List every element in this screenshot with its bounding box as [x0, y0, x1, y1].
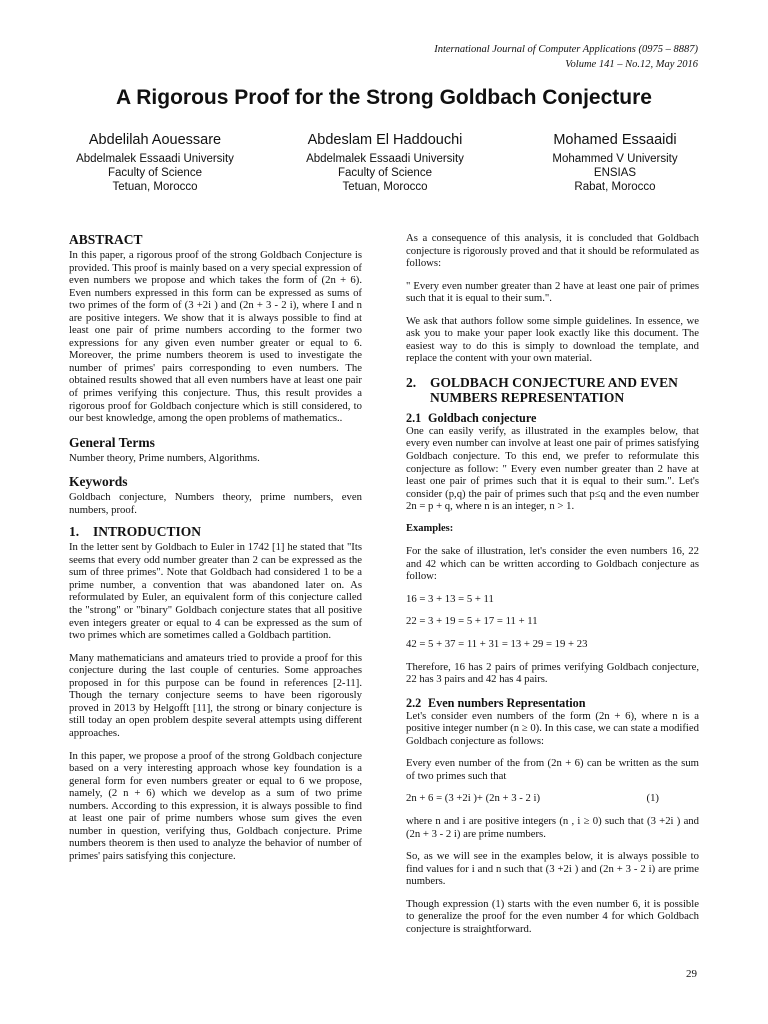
- author-name: Abdelilah Aouessare: [88, 132, 222, 148]
- goldbach-paragraph: One can easily verify, as illustrated in the examples below, that every even number can involve at least one pair of primes satisfying Goldbach conjecture. To this end, we prefer to reformulate this conjecture as follow: " Every even number greater than 2 have at least one pair of primes such that it is equal to their sum.". Let's consider (p,q) the pair of primes such that p≤q and the even number 2n = p + q, where n is an integer, n > 1.: [406, 424, 699, 513]
- journal-header: [434, 42, 698, 72]
- abstract-text: In this paper, a rigorous proof of the strong Goldbach Conjecture is provided. This proof is mainly based on a very special expression of even numbers we propose and which takes the form of (2n + 6). Even numbers expressed in this form can be expressed as sums of two primes of the form of (3 +2i ) and (2n + 3 - 2 i), where I and n are positive integers. We show that it is always possible to find at least one pair of prime numbers according to the former two expressions for any given even number greater or equal to 6. Moreover, the prime numbers theorem is used to investigate the number of primes' pairs corresponding to even numbers. The obtained results showed that all even numbers have at least one pair of primes verifying this conjecture. Thus, this result provides a rigorous proof for Goldbach conjecture which is still considered, to our best knowledge, among the open problems of mathematics..: [69, 249, 362, 425]
- section-number: 1.: [69, 524, 80, 540]
- author-name: Mohamed Essaaidi: [553, 132, 677, 148]
- right-column: [406, 232, 699, 945]
- subsection-title: Goldbach conjecture: [428, 410, 537, 425]
- journal-name: International Journal of Computer Applications (0975 – 8887): [434, 44, 698, 55]
- equation-body: 2n + 6 = (3 +2i )+ (2n + 3 - 2 i): [406, 792, 541, 805]
- author-location: Tetuan, Morocco: [112, 181, 198, 193]
- section-title: INTRODUCTION: [93, 524, 202, 540]
- keywords-heading: Keywords: [69, 474, 128, 490]
- subsection-title: Even numbers Representation: [428, 695, 586, 710]
- intro-paragraph-3: In this paper, we propose a proof of the strong Goldbach conjecture based on a very interesting approach whose key foundation is a general form for even numbers greater or equal to 6 we propose, namely, (2 n + 6) which we develop as a sum of two prime numbers. According to this expression, it is always possible to find at least one pair of prime numbers whose sum gives the even number in question, verifying thus, Goldbach conjecture. Prime numbers theorem is then used to analyze the behavior of number of primes' pairs satisfying this conjecture.: [69, 749, 362, 862]
- intro-paragraph-1: In the letter sent by Goldbach to Euler in 1742 [1] he stated that "Its seems that every odd number greater than 2 can be expressed as the sum of three primes". Note that Goldbach had considered 1 to be a prime number, a convention that was abandoned later on. As reformulated by Euler, an equivalent form of this conjecture called the "strong" or "binary" Goldbach conjecture states that all positive even integers greater or equal to 4 can be expressed as the sum of two primes which are sometimes called a Goldbach partition.: [69, 541, 362, 642]
- section-2-1-heading: [406, 411, 699, 425]
- author-1: [40, 130, 270, 194]
- modified-conjecture-paragraph: Every even number of the from (2n + 6) can be written as the sum of two primes such that: [406, 757, 699, 782]
- author-department: Faculty of Science: [108, 167, 202, 179]
- author-2: [270, 130, 500, 194]
- keywords-text: Goldbach conjecture, Numbers theory, prime numbers, even numbers, proof.: [69, 491, 362, 516]
- section-title: GOLDBACH CONJECTURE AND EVEN NUMBERS REPRESENTATION: [430, 374, 678, 405]
- even-numbers-paragraph: Let's consider even numbers of the form (2n + 6), where n is a positive integer number (n ≥ 0). In this case, we can state a modified Goldbach conjecture as follows:: [406, 709, 699, 747]
- journal-volume: Volume 141 – No.12, May 2016: [565, 59, 698, 70]
- author-3: [500, 130, 730, 194]
- section-number: 2.: [406, 374, 417, 390]
- intro-paragraph-2: Many mathematicians and amateurs tried to provide a proof for this conjecture during the last couple of centuries. Some approaches proposed in for this purpose can be found in references [2-11]. Though the ternary conjecture seems to have been rigorously proved in 2013 by Helgofft [11], the strong or binary conjecture is still today an open problem despite several attempts using different approaches.: [69, 651, 362, 739]
- example-22: 22 = 3 + 19 = 5 + 17 = 11 + 11: [406, 615, 538, 628]
- subsection-number: 2.1: [406, 410, 422, 425]
- introduction-heading: [69, 524, 362, 539]
- reformulation-quote: " Every even number greater than 2 have at least one pair of primes such that it is equal to their sum.".: [406, 279, 699, 305]
- left-column: [69, 232, 362, 872]
- page-number: 29: [686, 968, 697, 980]
- general-terms-text: Number theory, Prime numbers, Algorithms.: [69, 451, 260, 464]
- author-affiliation: Abdelmalek Essaadi University: [76, 153, 234, 165]
- generalize-paragraph: Though expression (1) starts with the even number 6, it is possible to generalize the proof for the even number 4 for which Goldbach conjecture is straightforward.: [406, 897, 699, 935]
- equation-conditions: where n and i are positive integers (n , i ≥ 0) such that (3 +2i ) and (2n + 3 - 2 i) are prime numbers.: [406, 814, 699, 840]
- author-affiliation: Abdelmalek Essaadi University: [306, 153, 464, 165]
- author-block: [40, 130, 730, 194]
- template-paragraph: We ask that authors follow some simple guidelines. In essence, we ask you to make your paper look exactly like this document. The easiest way to do this is simply to download the template, and replace the content with your own material.: [406, 314, 699, 365]
- examples-label: Examples:: [406, 522, 454, 534]
- example-16: 16 = 3 + 13 = 5 + 11: [406, 592, 494, 605]
- equation-1: [406, 792, 699, 805]
- example-42: 42 = 5 + 37 = 11 + 31 = 13 + 29 = 19 + 23: [406, 638, 588, 651]
- subsection-number: 2.2: [406, 695, 422, 710]
- author-affiliation: Mohammed V University: [552, 153, 678, 165]
- author-department: Faculty of Science: [338, 167, 432, 179]
- author-department: ENSIAS: [593, 167, 637, 179]
- author-name: Abdeslam El Haddouchi: [307, 132, 463, 148]
- examples-preview-paragraph: So, as we will see in the examples below, it is always possible to find values for i and n such that (3 +2i ) and (2n + 3 - 2 i) are prime numbers.: [406, 850, 699, 888]
- paper-title: A Rigorous Proof for the Strong Goldbach Conjecture: [116, 86, 652, 109]
- general-terms-heading: General Terms: [69, 434, 155, 450]
- conclusion-paragraph: As a consequence of this analysis, it is concluded that Goldbach conjecture is rigorously proved and that it should be reformulated as follows:: [406, 232, 699, 270]
- author-location: Rabat, Morocco: [574, 181, 656, 193]
- examples-summary: Therefore, 16 has 2 pairs of primes verifying Goldbach conjecture, 22 has 3 pairs and 42 has 4 pairs.: [406, 660, 699, 686]
- section-2-heading: [406, 375, 699, 405]
- examples-intro: For the sake of illustration, let's consider the even numbers 16, 22 and 42 which can be written according to Goldbach conjecture as follow:: [406, 545, 699, 583]
- author-location: Tetuan, Morocco: [342, 181, 428, 193]
- section-2-2-heading: [406, 696, 699, 710]
- equation-label: (1): [646, 792, 659, 805]
- abstract-heading: ABSTRACT: [69, 232, 143, 247]
